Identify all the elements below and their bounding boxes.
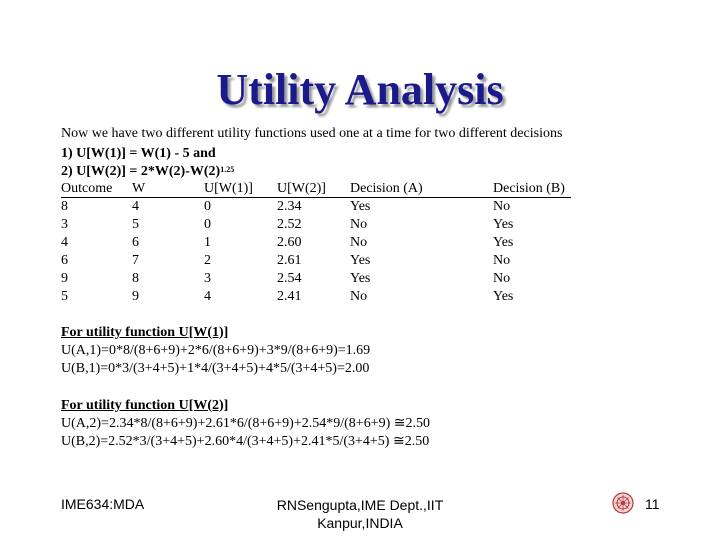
footer-course: IME634:MDA: [61, 496, 145, 512]
header-u-w2: U[W(2)]: [277, 181, 326, 196]
cell-u-w2: 2.61: [277, 253, 302, 268]
cell-decision-b: Yes: [493, 289, 514, 304]
footer-author-line2: Kanpur,INDIA: [317, 515, 403, 531]
cell-u-w2: 2.34: [277, 199, 302, 214]
header-u-w1: U[W(1)]: [204, 181, 253, 196]
cell-u-w1: 1: [204, 235, 211, 250]
cell-decision-b: No: [493, 199, 511, 214]
cell-outcome: 9: [61, 271, 68, 286]
cell-u-w2: 2.60: [277, 235, 302, 250]
intro-text: Now we have two different utility functions used one at a time for two different decisions: [61, 126, 563, 141]
section2-formula-b: U(B,2)=2.52*3/(3+4+5)+2.60*4/(3+4+5)+2.41*5/(3+4+5) ≅2.50: [61, 434, 430, 449]
utility-function-2-exponent: 1.25: [220, 165, 235, 174]
cell-u-w1: 3: [204, 271, 211, 286]
table-row: [61, 216, 581, 234]
slide-title: Utility Analysis: [216, 65, 504, 114]
section1-heading: For utility function U[W(1)]: [61, 325, 229, 340]
institute-emblem-icon: [612, 492, 634, 514]
cell-outcome: 8: [61, 199, 68, 214]
table-header-row: [61, 180, 581, 198]
cell-decision-a: No: [350, 235, 368, 250]
footer-author-line1: RNSengupta,IME Dept.,IIT: [276, 497, 444, 513]
cell-decision-a: Yes: [350, 271, 371, 286]
cell-outcome: 6: [61, 253, 68, 268]
cell-u-w2: 2.54: [277, 271, 302, 286]
cell-decision-a: No: [350, 289, 368, 304]
cell-decision-b: No: [493, 253, 511, 268]
table-header-rule: [61, 197, 571, 198]
utility-function-2: [61, 163, 234, 181]
utility-function-1: 1) U[W(1)] = W(1) - 5 and: [61, 146, 216, 161]
table-row: [61, 252, 581, 270]
section2-heading: For utility function U[W(2)]: [61, 398, 229, 413]
cell-w: 6: [132, 235, 139, 250]
cell-decision-b: Yes: [493, 217, 514, 232]
header-decision-b: Decision (B): [493, 181, 565, 196]
cell-u-w1: 2: [204, 253, 211, 268]
table-row: [61, 270, 581, 288]
cell-u-w1: 4: [204, 289, 211, 304]
section1-formula-b: U(B,1)=0*3/(3+4+5)+1*4/(3+4+5)+4*5/(3+4+5)=2.00: [61, 361, 370, 376]
cell-w: 7: [132, 253, 139, 268]
cell-outcome: 4: [61, 235, 68, 250]
cell-outcome: 5: [61, 289, 68, 304]
outcome-table: [61, 180, 581, 306]
cell-decision-a: Yes: [350, 199, 371, 214]
table-row: [61, 234, 581, 252]
cell-decision-a: No: [350, 217, 368, 232]
cell-decision-a: Yes: [350, 253, 371, 268]
cell-outcome: 3: [61, 217, 68, 232]
section1-formula-a: U(A,1)=0*8/(8+6+9)+2*6/(8+6+9)+3*9/(8+6+9)=1.69: [61, 343, 371, 358]
page-number: 11: [645, 496, 660, 512]
header-w: W: [132, 181, 146, 196]
cell-w: 8: [132, 271, 139, 286]
cell-w: 5: [132, 217, 139, 232]
cell-u-w2: 2.52: [277, 217, 302, 232]
section2-formula-a: U(A,2)=2.34*8/(8+6+9)+2.61*6/(8+6+9)+2.54*9/(8+6+9) ≅2.50: [61, 416, 430, 431]
cell-u-w2: 2.41: [277, 289, 302, 304]
cell-u-w1: 0: [204, 199, 211, 214]
cell-decision-b: Yes: [493, 235, 514, 250]
table-row: [61, 198, 581, 216]
header-outcome: Outcome: [61, 181, 113, 196]
cell-decision-b: No: [493, 271, 511, 286]
table-row: [61, 288, 581, 306]
header-decision-a: Decision (A): [350, 181, 423, 196]
footer-author: [240, 496, 480, 532]
cell-u-w1: 0: [204, 217, 211, 232]
cell-w: 4: [132, 199, 139, 214]
cell-w: 9: [132, 289, 139, 304]
utility-function-2-main: 2) U[W(2)] = 2*W(2)-W(2): [61, 164, 221, 179]
